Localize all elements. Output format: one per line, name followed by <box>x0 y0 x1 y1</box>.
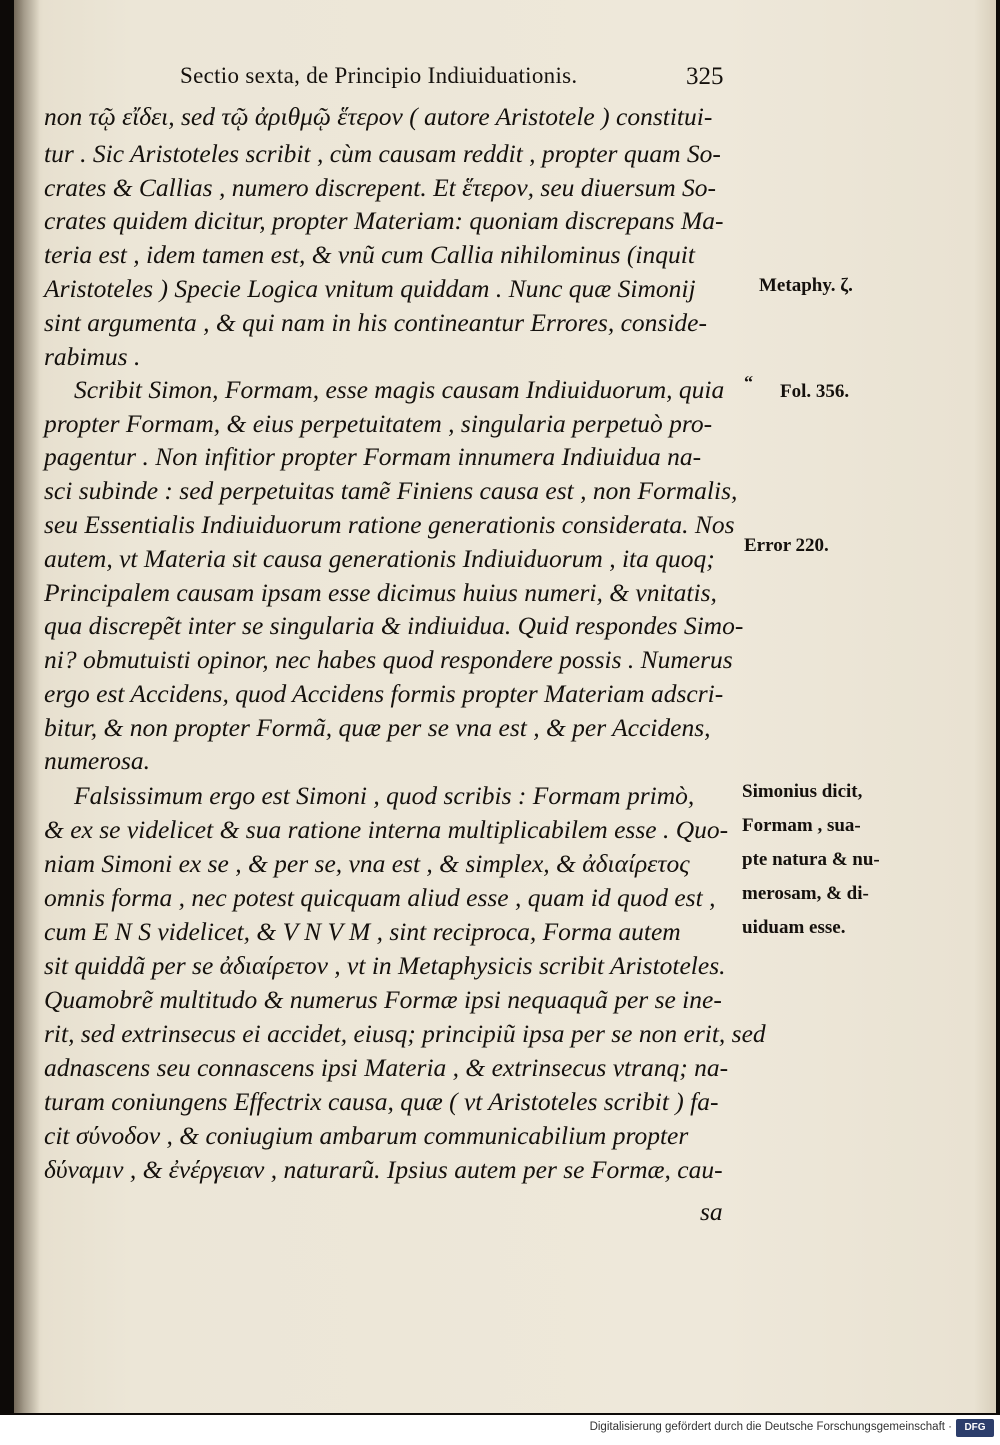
text-line: sci subinde : sed perpetuitas tamẽ Finiens causa est , non Formalis, <box>44 476 738 505</box>
text-line: bitur, & non propter Formã, quæ per se vna est , & per Accidens, <box>44 713 711 742</box>
text-line: propter Formam, & eius perpetuitatem , singularia perpetuò pro- <box>44 409 713 438</box>
text-line: Scribit Simon, Formam, esse magis causam Indiuiduorum, quia <box>74 375 725 404</box>
dfg-logo: DFG <box>956 1419 994 1437</box>
quote-mark: “ <box>744 372 753 392</box>
text-line: adnascens seu connascens ipsi Materia , & extrinsecus vtranq; na- <box>44 1053 729 1082</box>
text-line: tur . Sic Aristoteles scribit , cùm causam reddit , propter quam So- <box>44 139 721 168</box>
text-line: Quamobrẽ multitudo & numerus Formæ ipsi nequaquã per se ine- <box>44 985 722 1014</box>
text-line: turam coniungens Effectrix causa, quæ ( vt Aristoteles scribit ) fa- <box>44 1087 719 1116</box>
text-line: niam Simoni ex se , & per se, vna est , & simplex, & ἀδιαίρετος <box>44 849 690 878</box>
text-line: rit, sed extrinsecus ei accidet, eiusq; principiũ ipsa per se non erit, sed <box>44 1019 766 1048</box>
text-line: pagentur . Non infitior propter Formam innumera Indiuidua na- <box>44 442 702 471</box>
text-line: Principalem causam ipsam esse dicimus huius numeri, & vnitatis, <box>44 578 717 607</box>
footer-bar <box>0 1415 1000 1445</box>
text-line: omnis forma , nec potest quicquam aliud esse , quam id quod est , <box>44 883 716 912</box>
text-line: qua discrepẽt inter se singularia & indiuidua. Quid respondes Simo- <box>44 611 744 640</box>
text-line: ergo est Accidens, quod Accidens formis propter Materiam adscri- <box>44 679 724 708</box>
text-line: autem, vt Materia sit causa generationis Indiuiduorum , ita quoq; <box>44 544 715 573</box>
text-line: crates & Callias , numero discrepent. Et ἕτερον, seu diuersum So- <box>44 173 717 202</box>
text-line: & ex se videlicet & sua ratione interna multiplicabilem esse . Quo- <box>44 815 729 844</box>
text-line: Aristoteles ) Specie Logica vnitum quiddam . Nunc quæ Simonij <box>44 274 696 303</box>
margin-note-simonius-1: Simonius dicit, <box>742 781 863 802</box>
margin-note-error: Error 220. <box>744 535 829 556</box>
funding-notice: Digitalisierung gefördert durch die Deutsche Forschungsgemeinschaft · <box>589 1421 952 1433</box>
text-line: numerosa. <box>44 746 151 775</box>
book-page <box>14 0 996 1413</box>
text-line: δύναμιν , & ἐνέργειαν , naturarũ. Ipsius autem per se Formæ, cau- <box>44 1155 723 1184</box>
text-line: cit σύνοδον , & coniugium ambarum communicabilium propter <box>44 1121 689 1150</box>
page-number: 325 <box>686 63 724 90</box>
text-line: cum E N S videlicet, & V N V M , sint reciproca, Forma autem <box>44 917 681 946</box>
text-line: Falsissimum ergo est Simoni , quod scribis : Formam primò, <box>74 781 695 810</box>
margin-note-metaphy: Metaphy. ζ. <box>759 275 853 296</box>
margin-note-simonius-4: merosam, & di- <box>742 883 869 904</box>
text-line: non τῷ εἴδει, sed τῷ ἀριθμῷ ἕτερον ( autore Aristotele ) constitui- <box>44 102 713 131</box>
catchword: sa <box>700 1197 723 1226</box>
margin-note-simonius-3: pte natura & nu- <box>742 849 880 870</box>
text-line: crates quidem dicitur, propter Materiam: quoniam discrepans Ma- <box>44 206 724 235</box>
margin-note-fol: Fol. 356. <box>780 381 850 402</box>
text-line: teria est , idem tamen est, & vnũ cum Callia nihilominus (inquit <box>44 240 695 269</box>
running-title: Sectio sexta, de Principio Indiuiduationis. <box>180 63 578 88</box>
text-line: seu Essentialis Indiuiduorum ratione generationis considerata. Nos <box>44 510 735 539</box>
text-line: ni? obmutuisti opinor, nec habes quod respondere possis . Numerus <box>44 645 733 674</box>
text-line: sit quiddã per se ἀδιαίρετον , vt in Metaphysicis scribit Aristoteles. <box>44 951 726 980</box>
text-line: sint argumenta , & qui nam in his contineantur Errores, conside- <box>44 308 707 337</box>
text-line: rabimus . <box>44 342 141 371</box>
margin-note-simonius-2: Formam , sua- <box>742 815 861 836</box>
margin-note-simonius-5: uiduam esse. <box>742 917 846 938</box>
